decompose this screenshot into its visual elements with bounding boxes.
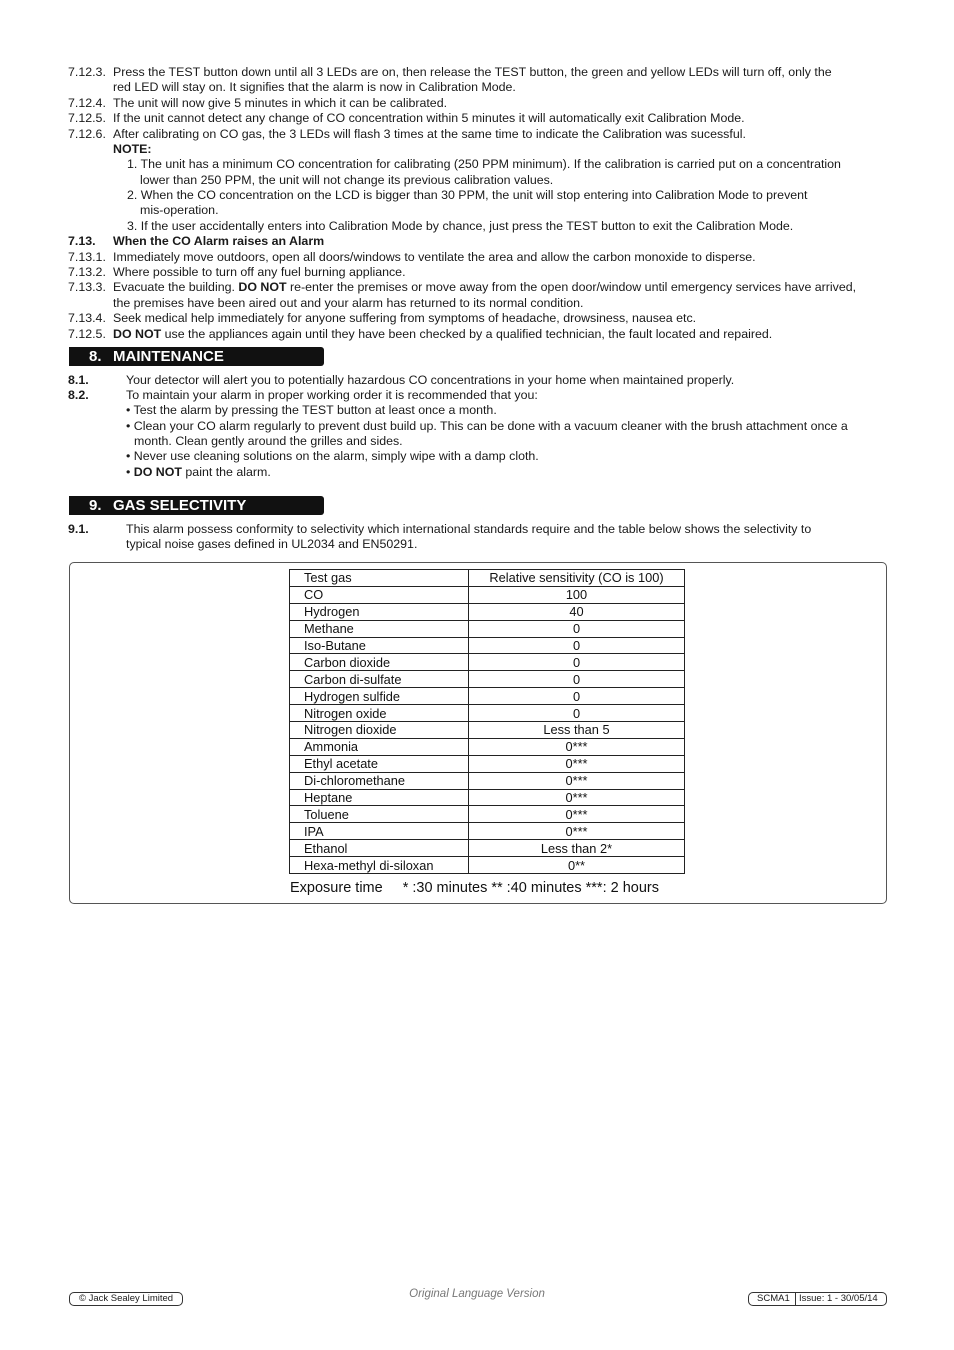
table-row xyxy=(290,772,685,789)
text-run: use the appliances again until they have been checked by a qualified technician, the fault located and repaired. xyxy=(161,327,773,341)
item-number: 7.12.5. xyxy=(68,327,106,341)
sensitivity-cell: 0 xyxy=(469,620,685,637)
gas-name-cell: Carbon di-sulfate xyxy=(290,671,469,688)
table-row xyxy=(290,738,685,755)
table-row xyxy=(290,637,685,654)
paragraph-line: If the unit cannot detect any change of CO concentration within 5 minutes it will automatically exit Calibration Mode. xyxy=(113,111,745,125)
item-number: 7.13.2. xyxy=(68,265,106,279)
text-run: re-enter the premises or move away from the open door/window until emergency services have arrived, xyxy=(286,280,857,294)
table-row xyxy=(290,823,685,840)
gas-name-cell: Hydrogen sulfide xyxy=(290,688,469,705)
bold-warning: DO NOT xyxy=(133,465,182,479)
item-number: 7.12.3. xyxy=(68,65,106,79)
item-number: 8.2. xyxy=(68,388,89,402)
paragraph-line: This alarm possess conformity to selectivity which international standards require and the table below shows the selectivity to xyxy=(126,522,812,536)
gas-name-cell: Nitrogen dioxide xyxy=(290,722,469,739)
table-row xyxy=(290,671,685,688)
table-row xyxy=(290,586,685,603)
note-line: mis-operation. xyxy=(140,203,219,217)
table-header-row xyxy=(290,570,685,587)
note-line: 1. The unit has a minimum CO concentration for calibrating (250 PPM minimum). If the calibration is carried put on a concentration xyxy=(127,157,841,171)
gas-name-cell: Carbon dioxide xyxy=(290,654,469,671)
sensitivity-cell: 0*** xyxy=(469,789,685,806)
table-row xyxy=(290,840,685,857)
paragraph-line: Seek medical help immediately for anyone suffering from symptoms of headache, drowsiness, nausea etc. xyxy=(113,311,697,325)
note-heading: NOTE: xyxy=(113,142,152,156)
table-row xyxy=(290,688,685,705)
gas-name-cell: Di-chloromethane xyxy=(290,772,469,789)
paragraph-line: To maintain your alarm in proper working order it is recommended that you: xyxy=(126,388,538,402)
sensitivity-cell: Less than 5 xyxy=(469,722,685,739)
model-code: SCMA1 xyxy=(757,1293,790,1304)
gas-name-cell: IPA xyxy=(290,823,469,840)
gas-name-cell: Hydrogen xyxy=(290,603,469,620)
gas-name-cell: Iso-Butane xyxy=(290,637,469,654)
table-row xyxy=(290,722,685,739)
text-run: Evacuate the building. xyxy=(113,280,239,294)
table-row xyxy=(290,857,685,874)
item-number: 7.12.4. xyxy=(68,96,106,110)
gas-name-cell: Toluene xyxy=(290,806,469,823)
paragraph-line xyxy=(113,327,772,342)
section-heading-gas-selectivity xyxy=(69,496,324,515)
sensitivity-cell: 0*** xyxy=(469,823,685,840)
copyright-box: © Jack Sealey Limited xyxy=(69,1292,183,1306)
text-run: • xyxy=(126,465,134,479)
column-header-relative-sensitivity: Relative sensitivity (CO is 100) xyxy=(469,570,685,587)
subsection-heading: When the CO Alarm raises an Alarm xyxy=(113,234,325,248)
gas-name-cell: Ethanol xyxy=(290,840,469,857)
item-number: 8.1. xyxy=(68,373,89,387)
note-line: 2. When the CO concentration on the LCD is bigger than 30 PPM, the unit will stop entering into Calibration Mode to prevent xyxy=(127,188,808,202)
item-number: 7.13.1. xyxy=(68,250,106,264)
exposure-time-note xyxy=(290,880,659,896)
sensitivity-cell: 0*** xyxy=(469,772,685,789)
sensitivity-cell: 40 xyxy=(469,603,685,620)
sensitivity-cell: 100 xyxy=(469,586,685,603)
table-row xyxy=(290,755,685,772)
sensitivity-cell: 0*** xyxy=(469,738,685,755)
gas-name-cell: Nitrogen oxide xyxy=(290,705,469,722)
issue-box xyxy=(748,1292,887,1306)
item-number: 7.13. xyxy=(68,234,96,248)
gas-name-cell: Heptane xyxy=(290,789,469,806)
column-header-test-gas: Test gas xyxy=(290,570,469,587)
gas-name-cell: Hexa-methyl di-siloxan xyxy=(290,857,469,874)
bold-warning: DO NOT xyxy=(238,280,287,294)
exposure-label: Exposure time xyxy=(290,880,383,896)
paragraph-line: Where possible to turn off any fuel burning appliance. xyxy=(113,265,406,279)
section-number: 9. xyxy=(89,497,102,514)
paragraph-line: After calibrating on CO gas, the 3 LEDs will flash 3 times at the same time to indicate the Calibration was sucessful. xyxy=(113,127,746,141)
paragraph-line: Press the TEST button down until all 3 LEDs are on, then release the TEST button, the green and yellow LEDs will turn off, only the xyxy=(113,65,832,79)
item-number: 7.12.6. xyxy=(68,127,106,141)
item-number: 9.1. xyxy=(68,522,89,536)
table-row xyxy=(290,806,685,823)
section-title: MAINTENANCE xyxy=(113,348,224,365)
gas-name-cell: Ammonia xyxy=(290,738,469,755)
item-number: 7.12.5. xyxy=(68,111,106,125)
paragraph-line: Immediately move outdoors, open all doors/windows to ventilate the area and allow the carbon monoxide to disperse. xyxy=(113,250,756,264)
paragraph-line xyxy=(113,280,856,295)
footer-divider xyxy=(795,1293,796,1305)
sensitivity-cell: 0 xyxy=(469,705,685,722)
text-run: paint the alarm. xyxy=(181,465,271,479)
paragraph-line: typical noise gases defined in UL2034 and EN50291. xyxy=(126,537,418,551)
bullet-line: • Test the alarm by pressing the TEST button at least once a month. xyxy=(126,403,497,417)
issue-date: Issue: 1 - 30/05/14 xyxy=(799,1293,878,1304)
sensitivity-cell: 0 xyxy=(469,654,685,671)
table-row xyxy=(290,705,685,722)
bullet-line: month. Clean gently around the grilles and sides. xyxy=(134,434,403,448)
sensitivity-cell: 0** xyxy=(469,857,685,874)
sensitivity-cell: 0 xyxy=(469,688,685,705)
gas-selectivity-table xyxy=(289,569,685,874)
gas-name-cell: CO xyxy=(290,586,469,603)
sensitivity-cell: 0 xyxy=(469,671,685,688)
sensitivity-cell: 0 xyxy=(469,637,685,654)
table-row xyxy=(290,654,685,671)
table-row xyxy=(290,789,685,806)
bold-warning: DO NOT xyxy=(113,327,162,341)
paragraph-line: the premises have been aired out and your alarm has returned to its normal condition. xyxy=(113,296,584,310)
section-number: 8. xyxy=(89,348,102,365)
table-row xyxy=(290,620,685,637)
gas-name-cell: Methane xyxy=(290,620,469,637)
sensitivity-cell: 0*** xyxy=(469,755,685,772)
section-title: GAS SELECTIVITY xyxy=(113,497,247,514)
paragraph-line: Your detector will alert you to potentially hazardous CO concentrations in your home when maintained properly. xyxy=(126,373,735,387)
item-number: 7.13.3. xyxy=(68,280,106,294)
note-line: lower than 250 PPM, the unit will not change its previous calibration values. xyxy=(140,173,554,187)
exposure-legend: * :30 minutes ** :40 minutes ***: 2 hours xyxy=(402,880,659,896)
note-line: 3. If the user accidentally enters into Calibration Mode by chance, just press the TEST button to exit the Calibration Mode. xyxy=(127,219,794,233)
original-language-note: Original Language Version xyxy=(409,1288,545,1300)
bullet-line xyxy=(126,465,271,480)
bullet-line: • Never use cleaning solutions on the alarm, simply wipe with a damp cloth. xyxy=(126,449,539,463)
item-number: 7.13.4. xyxy=(68,311,106,325)
sensitivity-cell: Less than 2* xyxy=(469,840,685,857)
paragraph-line: red LED will stay on. It signifies that the alarm is now in Calibration Mode. xyxy=(113,80,516,94)
bullet-line: • Clean your CO alarm regularly to prevent dust build up. This can be done with a vacuum cleaner with the brush attachment once a xyxy=(126,419,848,433)
paragraph-line: The unit will now give 5 minutes in which it can be calibrated. xyxy=(113,96,448,110)
section-heading-maintenance xyxy=(69,347,324,366)
sensitivity-cell: 0*** xyxy=(469,806,685,823)
gas-name-cell: Ethyl acetate xyxy=(290,755,469,772)
table-row xyxy=(290,603,685,620)
